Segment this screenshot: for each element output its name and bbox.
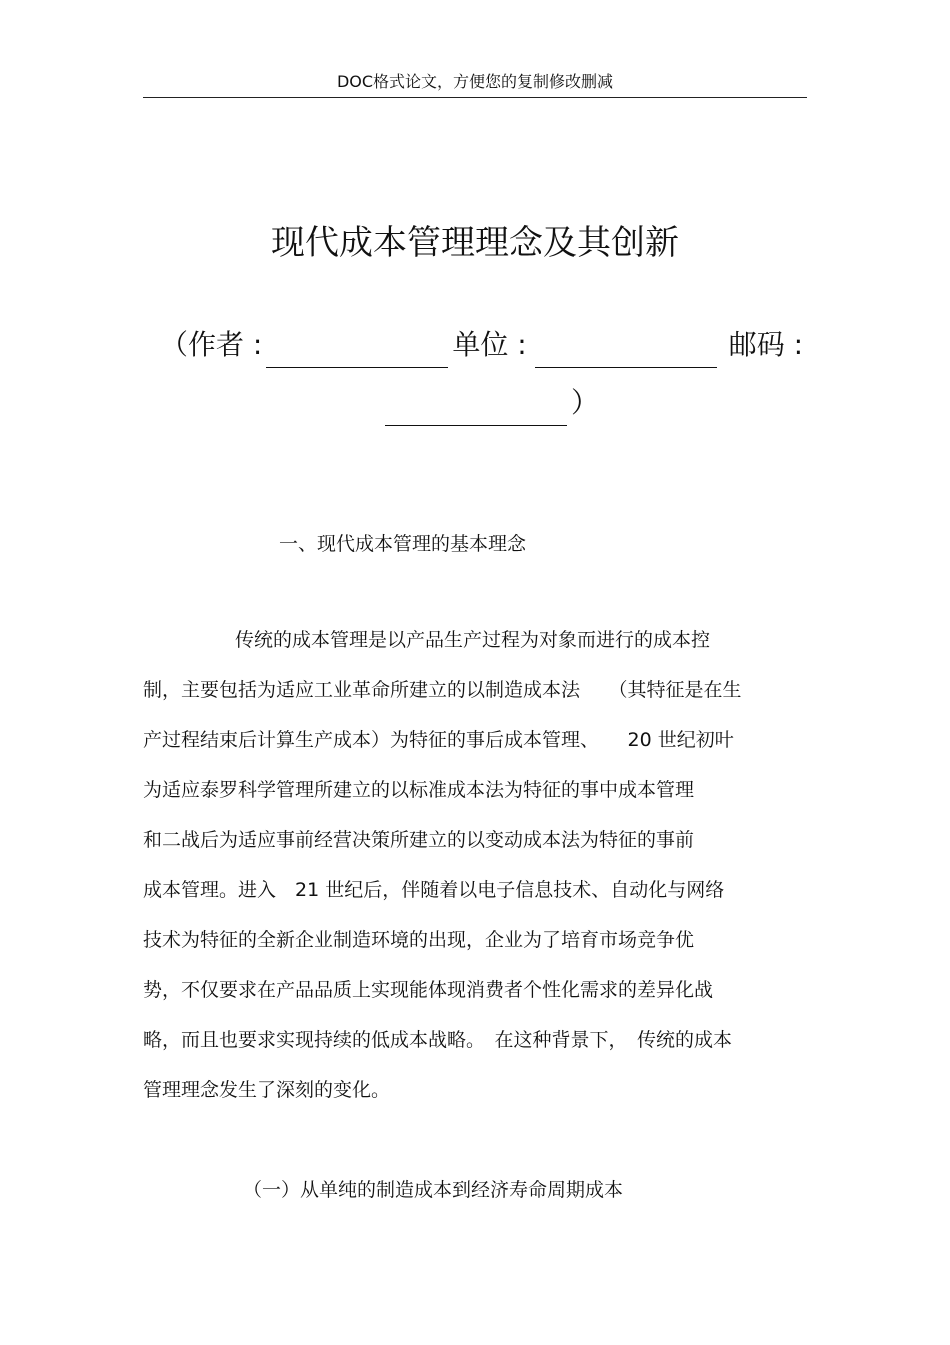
byline-close-paren: ） (570, 386, 599, 419)
author-byline (160, 322, 820, 426)
byline-open-paren: （ (160, 328, 189, 361)
paragraph-line: 略，而且也要求实现持续的低成本战略。 在这种背景下， 传统的成本 (143, 1029, 733, 1051)
paragraph-line: 制，主要包括为适应工业革命所建立的以制造成本法 （其特征是在生 (143, 679, 742, 701)
paragraph-line: 技术为特征的全新企业制造环境的出现，企业为了培育市场竞争优 (143, 929, 695, 951)
postcode-blank (385, 395, 567, 426)
paragraph-line: 成本管理。进入 21 世纪后，伴随着以电子信息技术、自动化与网络 (143, 879, 725, 901)
paragraph-line: 和二战后为适应事前经营决策所建立的以变动成本法为特征的事前 (143, 829, 695, 851)
paragraph-line: 产过程结束后计算生产成本）为特征的事后成本管理、 20 世纪初叶 (143, 729, 734, 751)
byline-line-2 (160, 380, 820, 426)
paragraph-line: 管理理念发生了深刻的变化。 (143, 1079, 391, 1101)
author-label: 作者 : (188, 328, 263, 361)
document-title: 现代成本管理理念及其创新 (271, 223, 679, 263)
byline-line-1 (160, 322, 820, 368)
paragraph-line: 传统的成本管理是以产品生产过程为对象而进行的成本控 (235, 629, 711, 651)
body-paragraph (143, 624, 808, 1124)
postcode-label: 邮码 : (728, 328, 804, 361)
unit-label: 单位 : (452, 328, 527, 361)
page-header: DOC格式论文，方便您的复制修改删减 (336, 72, 614, 91)
author-blank (266, 337, 448, 368)
unit-blank (535, 337, 717, 368)
header-divider (143, 97, 807, 98)
subsection-heading: （一）从单纯的制造成本到经济寿命周期成本 (243, 1179, 624, 1201)
paragraph-line: 势，不仅要求在产品品质上实现能体现消费者个性化需求的差异化战 (143, 979, 714, 1001)
section-heading: 一、现代成本管理的基本理念 (279, 533, 527, 555)
paragraph-line: 为适应泰罗科学管理所建立的以标准成本法为特征的事中成本管理 (143, 779, 695, 801)
